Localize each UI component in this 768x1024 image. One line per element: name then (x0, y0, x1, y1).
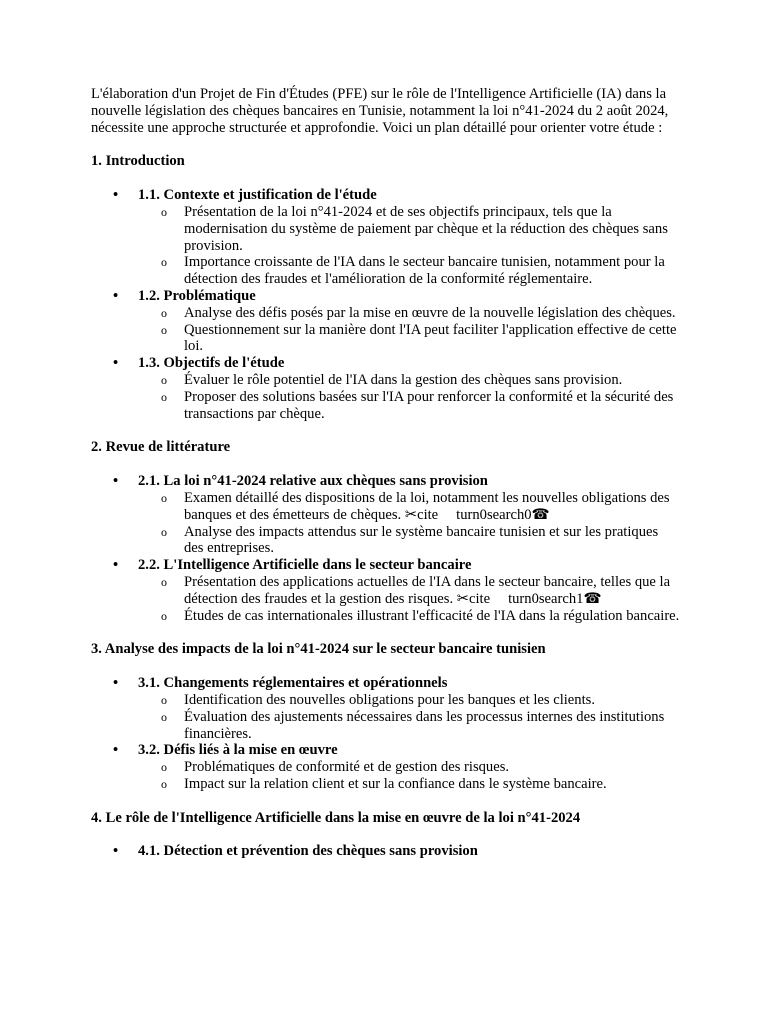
subsection-list (91, 675, 681, 793)
telephone-icon: ☎ (531, 506, 550, 523)
bullet-marker: • (113, 742, 119, 759)
scissors-icon: ✂ (404, 506, 418, 523)
subsection-item (91, 187, 681, 288)
point-list (138, 305, 681, 355)
telephone-icon: ☎ (583, 590, 602, 607)
document-sections (91, 153, 681, 860)
point-text: Proposer des solutions basées sur l'IA pour renforcer la conformité et la sécurité des transactions par chèque. (184, 388, 674, 422)
list-item (138, 709, 681, 743)
section-heading: 3. Analyse des impacts de la loi n°41-2024 sur le secteur bancaire tunisien (91, 641, 546, 658)
list-item (138, 524, 681, 558)
point-text: Problématiques de conformité et de gestion des risques. (184, 759, 510, 776)
bullet-marker: • (113, 187, 119, 204)
point-list (138, 372, 681, 422)
subsection-title: 3.1. Changements réglementaires et opérationnels (138, 675, 448, 692)
point-text: Identification des nouvelles obligations pour les banques et les clients. (184, 691, 595, 708)
point-list (138, 692, 681, 742)
section-heading: 4. Le rôle de l'Intelligence Artificielle dans la mise en œuvre de la loi n°41-2024 (91, 809, 581, 826)
point-text: Analyse des défis posés par la mise en œuvre de la nouvelle législation des chèques. (184, 304, 676, 321)
list-item (138, 254, 681, 288)
bullet-marker: • (113, 287, 119, 304)
bullet-marker: o (161, 389, 167, 404)
list-item (138, 204, 681, 254)
list-item (138, 759, 681, 776)
subsection-title: 1.1. Contexte et justification de l'étude (138, 187, 377, 204)
list-item (138, 608, 681, 625)
citation-ref: turn0search1 (508, 590, 584, 607)
list-item (138, 372, 681, 389)
section-heading: 1. Introduction (91, 153, 185, 170)
bullet-marker: o (161, 204, 167, 219)
point-text: Examen détaillé des dispositions de la loi, notamment les nouvelles obligations des banques et des émetteurs de chèques. (184, 489, 670, 523)
bullet-marker: • (113, 557, 119, 574)
subsection-item (91, 843, 681, 860)
subsection-list (91, 473, 681, 624)
point-text: Impact sur la relation client et sur la confiance dans le système bancaire. (184, 775, 607, 792)
bullet-marker: o (161, 692, 167, 707)
subsection-title: 1.2. Problématique (138, 287, 256, 304)
subsection-item (91, 355, 681, 422)
bullet-marker: o (161, 574, 167, 589)
subsection-title: 2.1. La loi n°41-2024 relative aux chèques sans provision (138, 473, 488, 490)
list-item (138, 305, 681, 322)
point-text: Importance croissante de l'IA dans le secteur bancaire tunisien, notamment pour la détection des fraudes et l'amélioration de la conformité réglementaire. (184, 254, 665, 288)
list-item (138, 389, 681, 423)
point-text: Études de cas internationales illustrant l'efficacité de l'IA dans la régulation bancaire. (184, 607, 680, 624)
citation-label: cite (468, 590, 491, 607)
point-text: Questionnement sur la manière dont l'IA peut faciliter l'application effective de cette loi. (184, 321, 677, 355)
point-text: Analyse des impacts attendus sur le système bancaire tunisien et sur les pratiques des entreprises. (184, 523, 659, 557)
point-list (138, 574, 681, 624)
bullet-marker: • (113, 473, 119, 490)
intro-paragraph: L'élaboration d'un Projet de Fin d'Études (PFE) sur le rôle de l'Intelligence Artificielle (IA) dans la nouvelle législation des chèques bancaires en Tunisie, notamment la loi n°41-2024 du 2 août 2024, nécessite une approche structurée et approfondie. Voici un plan détaillé pour orienter votre étude : (91, 86, 669, 136)
bullet-marker: o (161, 524, 167, 539)
subsection-title: 3.2. Défis liés à la mise en œuvre (138, 742, 338, 759)
citation-label: cite (417, 506, 439, 523)
bullet-marker: o (161, 760, 167, 775)
bullet-marker: o (161, 305, 167, 320)
subsection-title: 1.3. Objectifs de l'étude (138, 355, 285, 372)
bullet-marker: o (161, 255, 167, 270)
subsection-list (91, 187, 681, 422)
point-list (138, 204, 681, 288)
document-page (91, 86, 681, 877)
subsection-item (91, 675, 681, 742)
subsection-list (91, 843, 681, 860)
list-item (138, 692, 681, 709)
list-item (138, 490, 681, 524)
bullet-marker: o (161, 372, 167, 387)
subsection-item (91, 473, 681, 557)
bullet-marker: • (113, 355, 119, 372)
subsection-item (91, 742, 681, 792)
bullet-marker: o (161, 709, 167, 724)
point-text: Évaluation des ajustements nécessaires dans les processus internes des institutions financières. (184, 708, 665, 742)
point-text: Présentation des applications actuelles de l'IA dans le secteur bancaire, telles que la détection des fraudes et la gestion des risques. (184, 573, 671, 607)
scissors-icon: ✂ (456, 590, 469, 607)
section-heading: 2. Revue de littérature (91, 439, 231, 456)
list-item (138, 322, 681, 356)
bullet-marker: o (161, 490, 167, 505)
subsection-title: 2.2. L'Intelligence Artificielle dans le secteur bancaire (138, 557, 472, 574)
point-text: Présentation de la loi n°41-2024 et de ses objectifs principaux, tels que la modernisation du système de paiement par chèque et la réduction des chèques sans provision. (184, 203, 668, 254)
citation-ref: turn0search0 (456, 506, 532, 523)
subsection-item (91, 288, 681, 355)
point-list (138, 490, 681, 557)
bullet-marker: • (113, 843, 119, 860)
list-item (138, 776, 681, 793)
bullet-marker: o (161, 776, 167, 791)
subsection-title: 4.1. Détection et prévention des chèques sans provision (138, 843, 478, 860)
subsection-item (91, 557, 681, 624)
bullet-marker: o (161, 322, 167, 337)
list-item (138, 574, 681, 608)
point-text: Évaluer le rôle potentiel de l'IA dans la gestion des chèques sans provision. (184, 371, 623, 388)
bullet-marker: • (113, 675, 119, 692)
bullet-marker: o (161, 608, 167, 623)
point-list (138, 759, 681, 793)
